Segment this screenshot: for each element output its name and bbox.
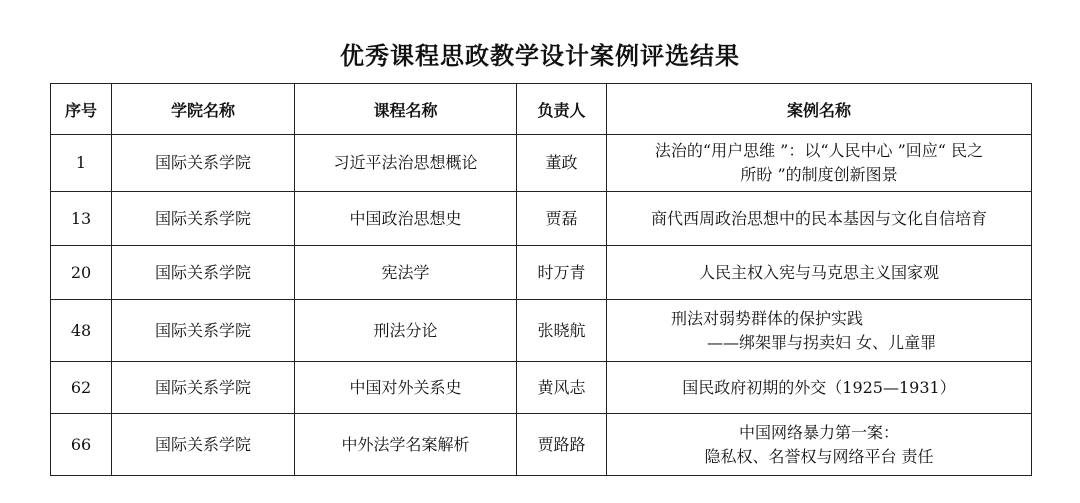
case-line: ——绑架罪与拐卖妇 女、儿童罪 [707,332,937,352]
header-case: 案例名称 [607,84,1032,135]
cell-owner: 董政 [517,135,607,192]
header-no: 序号 [51,84,112,135]
case-line: 刑法对弱势群体的保护实践 [671,308,864,328]
cell-course: 中国政治思想史 [295,192,517,246]
cell-no: 1 [51,135,112,192]
table-row [51,192,1032,246]
cell-case [607,414,1032,476]
case-line: 人民主权入宪与马克思主义国家观 [698,262,939,282]
cell-course: 刑法分论 [295,300,517,362]
cell-course: 中国对外关系史 [295,362,517,414]
cell-course: 习近平法治思想概论 [295,135,517,192]
cell-college: 国际关系学院 [112,135,295,192]
table-row [51,246,1032,300]
cell-no: 48 [51,300,112,362]
cell-case [607,135,1032,192]
case-line: 所盼 ”的制度创新图景 [740,165,898,184]
cell-no: 62 [51,362,112,414]
case-line: 法治的“用户思维 ”：以“人民中心 ”回应“ 民之 [654,141,984,160]
cell-college: 国际关系学院 [112,414,295,476]
cell-case [607,362,1032,414]
case-line: 商代西周政治思想中的民本基因与文化自信培育 [650,208,987,228]
table-header-row [51,84,1032,135]
cell-owner: 贾路路 [517,414,607,476]
header-college: 学院名称 [112,84,295,135]
cell-college: 国际关系学院 [112,362,295,414]
cell-owner: 张晓航 [517,300,607,362]
header-course: 课程名称 [295,84,517,135]
cell-no: 66 [51,414,112,476]
cell-no: 20 [51,246,112,300]
table-row [51,300,1032,362]
cell-course: 中外法学名案解析 [295,414,517,476]
case-line: 隐私权、名誉权与网络平台 责任 [704,446,934,466]
cell-owner: 黄风志 [517,362,607,414]
cell-case [607,192,1032,246]
cell-owner: 贾磊 [517,192,607,246]
cell-college: 国际关系学院 [112,246,295,300]
cell-case [607,246,1032,300]
cell-college: 国际关系学院 [112,192,295,246]
table-row [51,414,1032,476]
case-line: 国民政府初期的外交（1925—1931） [682,377,956,397]
cell-college: 国际关系学院 [112,300,295,362]
header-owner: 负责人 [517,84,607,135]
cell-case [607,300,1032,362]
cell-course: 宪法学 [295,246,517,300]
page-title: 优秀课程思政教学设计案例评选结果 [340,42,740,70]
table-row [51,362,1032,414]
cell-no: 13 [51,192,112,246]
case-line: 中国网络暴力第一案： [738,422,899,442]
table-row [51,135,1032,192]
results-table [50,83,1032,476]
cell-owner: 时万青 [517,246,607,300]
